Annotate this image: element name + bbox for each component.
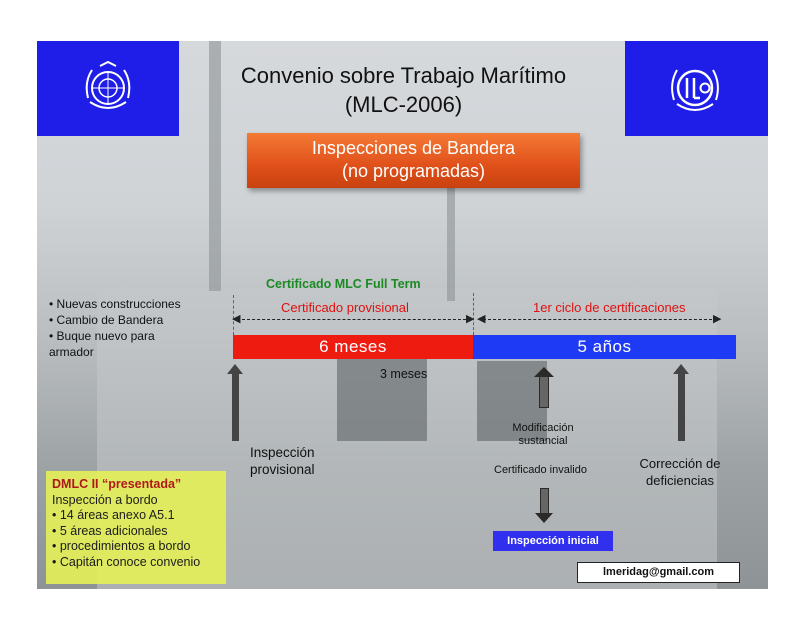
arrow-up-icon [539, 376, 549, 408]
email-label: lmeridag@gmail.com [577, 562, 740, 583]
list-item: • Nuevas construcciones [49, 297, 181, 311]
list-item: • Buque nuevo para [49, 329, 155, 343]
list-item: Inspección a bordo [52, 492, 158, 507]
title-line-1: Convenio sobre Trabajo Marítimo [240, 63, 567, 88]
provisional-span-line [237, 319, 471, 320]
deficiency-correction-label [634, 455, 726, 489]
certification-cycle-label: 1er ciclo de certificaciones [533, 300, 686, 315]
dmlc-box [46, 471, 226, 584]
ilo-emblem-icon [665, 58, 725, 118]
imo-emblem-icon [78, 58, 138, 118]
dmlc-heading: DMLC II “presentada” [52, 477, 182, 491]
arrow-left-icon: ◀ [232, 313, 241, 325]
label-line: Modificación [512, 422, 574, 434]
window-background [337, 351, 427, 441]
inspections-banner [247, 133, 580, 188]
arrow-right-icon: ▶ [713, 313, 722, 325]
provisional-cert-label: Certificado provisional [281, 300, 409, 315]
arrow-right-icon: ▶ [466, 313, 475, 325]
substantial-modification-label [511, 422, 575, 448]
label-line: provisional [250, 462, 315, 477]
six-months-bar: 6 meses [233, 335, 473, 359]
five-years-bar: 5 años [473, 335, 736, 359]
arrow-up-icon [678, 373, 685, 441]
provisional-inspection-label [250, 444, 315, 478]
list-item: • 5 áreas adicionales [52, 523, 168, 538]
page-title [187, 61, 620, 119]
arrow-up-icon [232, 373, 239, 441]
invalid-certificate-label: Certificado invalido [494, 464, 587, 476]
arrow-down-icon [540, 488, 549, 514]
list-item: • Cambio de Bandera [49, 313, 164, 327]
trigger-list [49, 296, 181, 360]
three-months-label: 3 meses [380, 367, 428, 381]
banner-line-1: Inspecciones de Bandera [311, 138, 516, 158]
list-item: • procedimientos a bordo [52, 539, 191, 553]
list-item: armador [49, 345, 94, 359]
cycle-span-line [483, 319, 717, 320]
initial-inspection-box: Inspección inicial [493, 531, 613, 551]
title-line-2: (MLC-2006) [344, 92, 463, 117]
label-line: Inspección [250, 445, 315, 460]
mast-background [447, 171, 455, 301]
list-item: • Capitán conoce convenio [52, 554, 201, 569]
slide [37, 41, 768, 589]
full-term-label: Certificado MLC Full Term [266, 277, 421, 291]
label-line: Corrección de [639, 456, 721, 471]
imo-flag [37, 41, 179, 136]
banner-line-2: (no programadas) [341, 161, 486, 181]
ilo-flag [625, 41, 768, 136]
label-line: sustancial [518, 435, 568, 447]
list-item: • 14 áreas anexo A5.1 [52, 508, 175, 522]
arrow-left-icon: ◀ [477, 313, 486, 325]
label-line: deficiencias [646, 473, 714, 488]
